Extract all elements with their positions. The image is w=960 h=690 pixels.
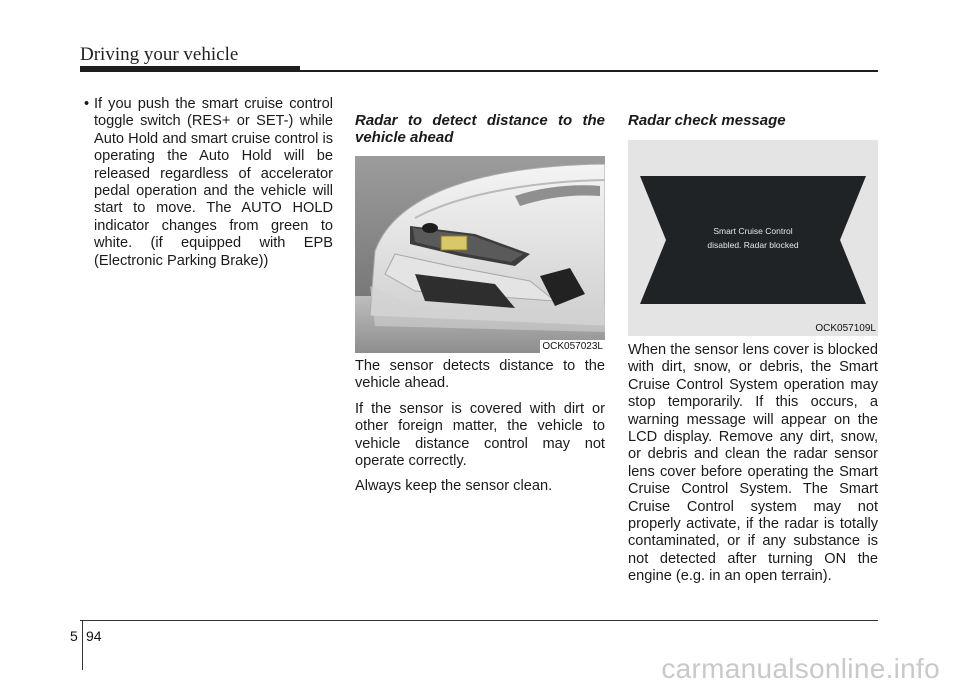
car-front-illustration xyxy=(355,156,605,353)
lcd-message-figure xyxy=(628,140,878,336)
middle-column xyxy=(355,112,605,146)
paragraph: When the sensor lens cover is blocked with dirt, snow, or debris, the Smart Cruise Control System operation may stop temporarily. If this occurs, a warning message will appear on the LCD display. Remove any dirt, snow, or debris and clean the radar sensor lens cover before operating the Smart Cruise Control System. The Smart Cruise Control system may not properly activate, if the radar is totally contaminated, or if any substance is not detected after turning ON the engine (e.g. in an open terrain). xyxy=(628,342,878,585)
footer-divider xyxy=(82,620,83,670)
left-column xyxy=(80,96,333,270)
lcd-display-illustration xyxy=(628,140,878,336)
figure-caption: OCK057109L xyxy=(815,323,876,334)
bullet-item xyxy=(80,96,333,270)
footer-rule xyxy=(80,620,878,621)
header-rule-thin xyxy=(300,70,878,72)
paragraph: The sensor detects distance to the vehicle ahead. xyxy=(355,358,605,392)
figure-caption: OCK057023L xyxy=(542,341,603,352)
right-body xyxy=(628,342,878,594)
header-rule-thick xyxy=(80,66,300,72)
chapter-number: 5 xyxy=(70,628,78,644)
paragraph: If the sensor is covered with dirt or other foreign matter, the vehicle to vehicle distance control may not operate correctly. xyxy=(355,400,605,470)
page-number: 94 xyxy=(86,628,102,644)
bullet-dot: • xyxy=(84,96,90,112)
lcd-message-line1: Smart Cruise Control xyxy=(713,226,793,236)
section-title-radar: Radar to detect distance to the vehicle ahead xyxy=(355,112,605,146)
lcd-message-line2: disabled. Radar blocked xyxy=(707,240,799,250)
paragraph: Always keep the sensor clean. xyxy=(355,478,553,495)
middle-body xyxy=(355,358,605,504)
car-radar-figure xyxy=(355,156,605,353)
page-header-title: Driving your vehicle xyxy=(80,44,239,65)
bullet-text: If you push the smart cruise control toggle switch (RES+ or SET-) while Auto Hold and smart cruise control is operating the Auto Hold will be released regardless of accelerator pedal operation and the vehicle will start to move. The AUTO HOLD indicator changes from green to white. (if equipped with EPB (Electronic Parking Brake)) xyxy=(94,96,333,269)
right-column xyxy=(628,112,878,129)
watermark: carmanualsonline.info xyxy=(661,653,940,684)
section-title-radar-check: Radar check message xyxy=(628,112,786,129)
